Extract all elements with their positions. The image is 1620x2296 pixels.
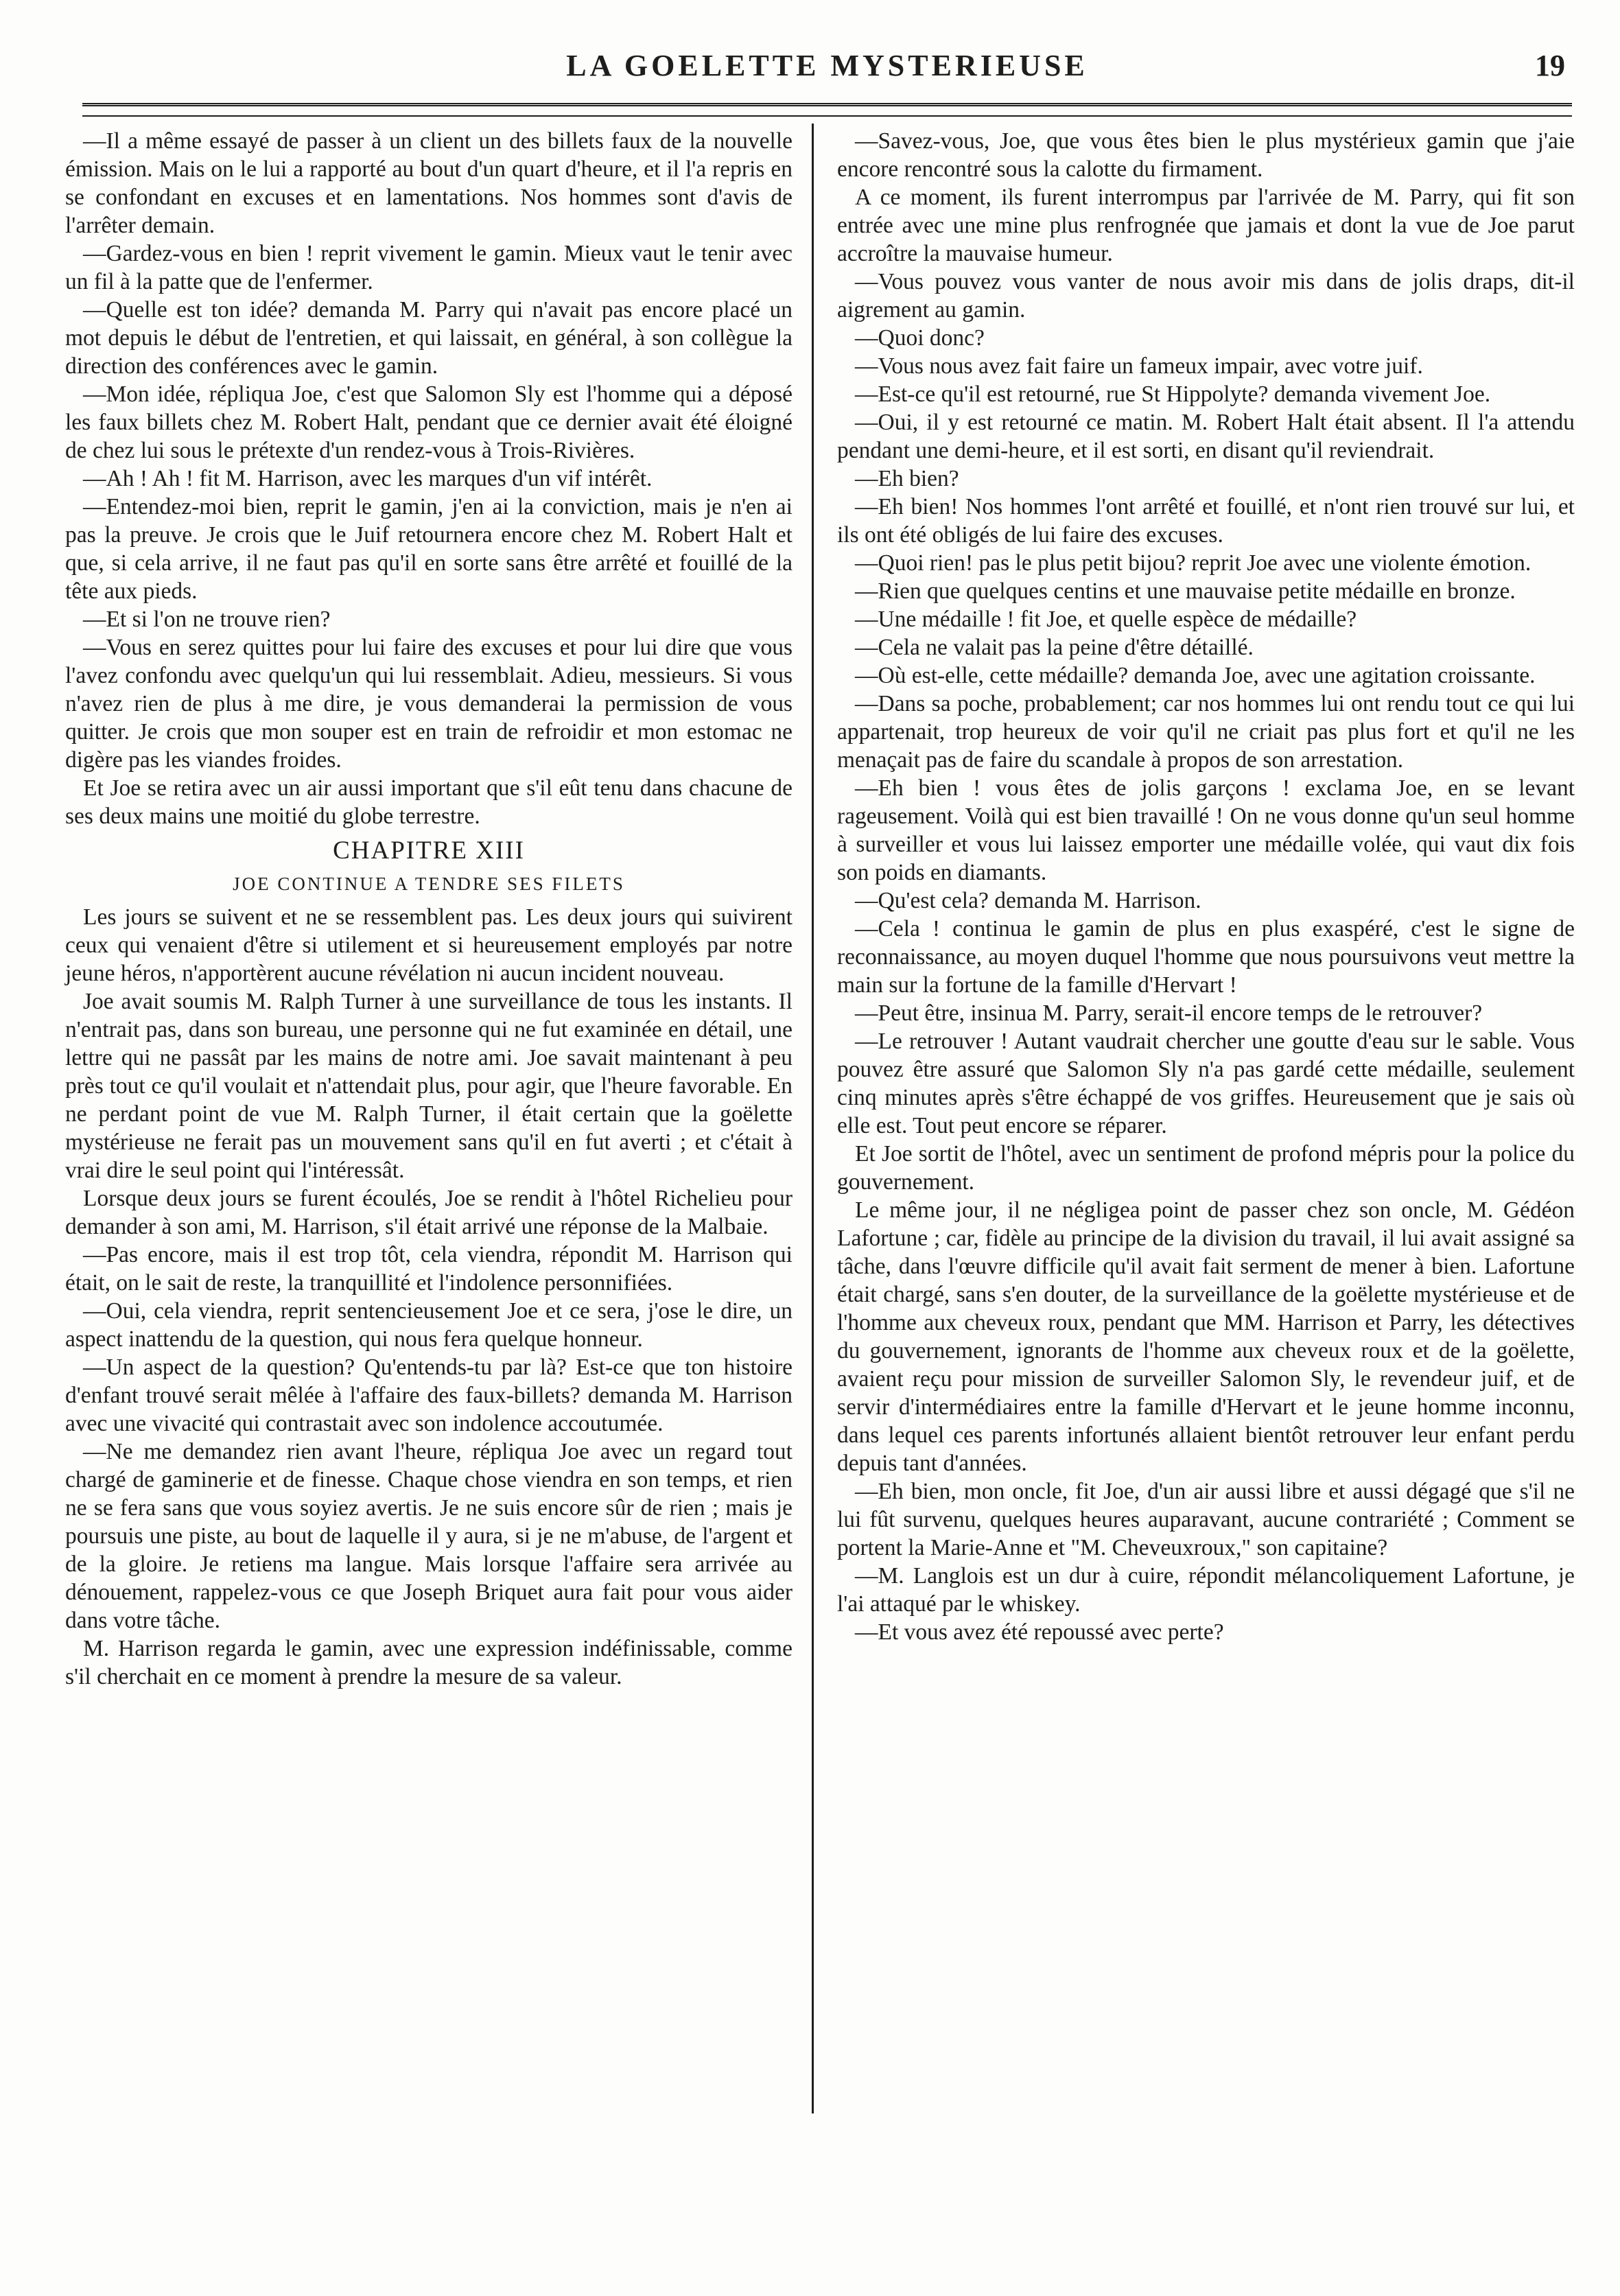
running-head <box>82 48 1572 103</box>
paragraph: —Pas encore, mais il est trop tôt, cela viendra, répondit M. Harrison qui était, on le sait de reste, la tranquillité et l'indolence personnifiées. <box>65 1242 793 1296</box>
paragraph: —Ah ! Ah ! fit M. Harrison, avec les marques d'un vif intérêt. <box>83 466 653 491</box>
left-column <box>65 127 793 1691</box>
paragraph: —Quoi rien! pas le plus petit bijou? reprit Joe avec une violente émotion. <box>855 550 1531 576</box>
paragraph: —Vous en serez quittes pour lui faire des excuses et pour lui dire que vous l'avez confondu avec quelqu'un qui lui ressemblait. Adieu, messieurs. Si vous n'avez rien de plus à me dire, je vous demanderai la permission de vous quitter. Je crois que mon souper est en train de refroidir et mon estomac ne digère pas les viandes froides. <box>65 635 793 773</box>
paragraph: —Rien que quelques centins et une mauvaise petite médaille en bronze. <box>855 578 1516 604</box>
paragraph: —Oui, cela viendra, reprit sentencieusement Joe et ce sera, j'ose le dire, un aspect inattendu de la question, qui nous fera quelque honneur. <box>65 1298 793 1352</box>
paragraph: —Le retrouver ! Autant vaudrait chercher une goutte d'eau sur le sable. Vous pouvez être assuré que Salomon Sly n'a pas gardé cette médaille, seulement cinq minutes après s'être échappé de vos griffes. Heureusement que je sais où elle est. Tout peut encore se réparer. <box>837 1029 1575 1138</box>
paragraph: —Un aspect de la question? Qu'entends-tu par là? Est-ce que ton histoire d'enfant trouvé serait mêlée à l'affaire des faux-billets? demanda M. Harrison avec une vivacité qui contrastait avec son indolence accoutumée. <box>65 1355 793 1436</box>
header-thin-rule <box>82 115 1572 117</box>
paragraph: —M. Langlois est un dur à cuire, répondit mélancoliquement Lafortune, je l'ai attaqué par le whiskey. <box>837 1563 1575 1617</box>
column-divider <box>812 124 814 2113</box>
paragraph: Le même jour, il ne négligea point de passer chez son oncle, M. Gédéon Lafortune ; car, fidèle au principe de la division du travail, il lui avait assigné sa tâche, dans l'œuvre difficile qu'il avait fait serment de mener à bien. Lafortune était chargé, sans s'en douter, de la surveillance de la goëlette mystérieuse et de l'homme aux cheveux roux, pendant que MM. Harrison et Parry, les détectives du gouvernement, ignorants de l'homme aux cheveux roux et de la goëlette, avaient reçu pour mission de surveiller Salomon Sly, le revendeur juif, et de servir d'intermédiaires entre la famille d'Hervart et le jeune homme inconnu, dans lequel ces parents infortunés allaient bientôt retrouver leur enfant perdu depuis tant d'années. <box>837 1197 1575 1476</box>
paragraph: A ce moment, ils furent interrompus par l'arrivée de M. Parry, qui fit son entrée avec une mine plus renfrognée que jamais et dont la vue de Joe parut accroître la mauvaise humeur. <box>837 185 1575 266</box>
paragraph: —Quoi donc? <box>855 325 985 351</box>
paragraph: —Eh bien! Nos hommes l'ont arrêté et fouillé, et n'ont rien trouvé sur lui, et ils ont été obligés de lui faire des excuses. <box>837 494 1575 548</box>
paragraph: —Eh bien, mon oncle, fit Joe, d'un air aussi libre et aussi dégagé que s'il ne lui fût survenu, quelques heures auparavant, aucune contrariété ; Comment se portent la Marie-Anne et "M. Cheveuxroux," son capitaine? <box>837 1479 1575 1560</box>
paragraph: —Où est-elle, cette médaille? demanda Joe, avec une agitation croissante. <box>855 663 1536 688</box>
paragraph: —Dans sa poche, probablement; car nos hommes lui ont rendu tout ce qui lui appartenait, trop heureux de voir qu'il ne criait pas plus fort et qu'il ne les menaçait pas de faire du scandale à propos de son arrestation. <box>837 691 1575 773</box>
paragraph: Et Joe se retira avec un air aussi important que s'il eût tenu dans chacune de ses deux mains une moitié du globe terrestre. <box>65 775 793 829</box>
paragraph: —Gardez-vous en bien ! reprit vivement le gamin. Mieux vaut le tenir avec un fil à la patte que de l'enfermer. <box>65 241 793 294</box>
paragraph: —Entendez-moi bien, reprit le gamin, j'en ai la conviction, mais je n'en ai pas la preuve. Je crois que le Juif retournera encore chez M. Robert Halt et que, si cela arrive, il ne faut pas qu'il en sorte sans être arrêté et fouillé de la tête aux pieds. <box>65 494 793 604</box>
paragraph: —Savez-vous, Joe, que vous êtes bien le plus mystérieux gamin que j'aie encore rencontré sous la calotte du firmament. <box>837 128 1575 182</box>
paragraph: —Quelle est ton idée? demanda M. Parry qui n'avait pas encore placé un mot depuis le début de l'entretien, et qui laissait, en général, à son collègue la direction des conférences avec le gamin. <box>65 297 793 379</box>
paragraph: —Il a même essayé de passer à un client un des billets faux de la nouvelle émission. Mais on le lui a rapporté au bout d'un quart d'heure, et il l'a repris en se confondant en excuses et en lamentations. Nos hommes sont d'avis de l'arrêter demain. <box>65 128 793 238</box>
paragraph: —Eh bien ! vous êtes de jolis garçons ! exclama Joe, en se levant rageusement. Voilà qui est bien travaillé ! On ne vous donne qu'un seul homme à surveiller et vous lui laissez emporter une médaille volée, qui vaut dix fois son poids en diamants. <box>837 775 1575 885</box>
paragraph: —Une médaille ! fit Joe, et quelle espèce de médaille? <box>855 607 1357 632</box>
paragraph: M. Harrison regarda le gamin, avec une expression indéfinissable, comme s'il cherchait en ce moment à prendre la mesure de sa valeur. <box>65 1636 793 1689</box>
paragraph: —Et si l'on ne trouve rien? <box>83 607 331 632</box>
paragraph: —Peut être, insinua M. Parry, serait-il encore temps de le retrouver? <box>855 1000 1483 1026</box>
chapter-subtitle: JOE CONTINUE A TENDRE SES FILETS <box>233 874 625 894</box>
paragraph: —Cela ne valait pas la peine d'être détaillé. <box>855 635 1254 660</box>
right-column <box>837 127 1575 1646</box>
paragraph: —Mon idée, répliqua Joe, c'est que Salomon Sly est l'homme qui a déposé les faux billets chez M. Robert Halt, pendant que ce dernier avait été éloigné de chez lui sous le prétexte d'un rendez-vous à Trois-Rivières. <box>65 382 793 463</box>
paragraph: —Eh bien? <box>855 466 959 491</box>
paragraph: —Est-ce qu'il est retourné, rue St Hippolyte? demanda vivement Joe. <box>855 382 1491 407</box>
paragraph: —Vous pouvez vous vanter de nous avoir mis dans de jolis draps, dit-il aigrement au gamin. <box>837 269 1575 323</box>
paragraph: —Oui, il y est retourné ce matin. M. Robert Halt était absent. Il l'a attendu pendant une demi-heure, et il est sorti, en disant qu'il reviendrait. <box>837 410 1575 463</box>
paragraph: Joe avait soumis M. Ralph Turner à une surveillance de tous les instants. Il n'entrait pas, dans son bureau, une personne qui ne fut examinée en détail, une lettre qui ne passât par les mains de notre ami. Joe savait maintenant à peu près tout ce qu'il voulait et n'attendait plus, pour agir, que l'heure favorable. En ne perdant point de vue M. Ralph Turner, il était certain que la goëlette mystérieuse ne ferait pas un mouvement sans qu'il en fut averti ; et c'était à vrai dire le seul point qui l'intéressât. <box>65 989 793 1183</box>
header-double-rule <box>82 103 1572 106</box>
paragraph: Et Joe sortit de l'hôtel, avec un sentiment de profond mépris pour la police du gouvernement. <box>837 1141 1575 1195</box>
page-number: 19 <box>1535 49 1565 82</box>
paragraph: —Vous nous avez fait faire un fameux impair, avec votre juif. <box>855 353 1423 379</box>
paragraph: Lorsque deux jours se furent écoulés, Joe se rendit à l'hôtel Richelieu pour demander à son ami, M. Harrison, s'il était arrivé une réponse de la Malbaie. <box>65 1186 793 1239</box>
paragraph: —Et vous avez été repoussé avec perte? <box>855 1619 1224 1645</box>
chapter-title: CHAPITRE XIII <box>333 836 525 865</box>
paragraph: Les jours se suivent et ne se ressemblent pas. Les deux jours qui suivirent ceux qui venaient d'être si utilement et si heureusement employés par notre jeune héros, n'apportèrent aucune révélation ni aucun incident nouveau. <box>65 904 793 986</box>
running-title: LA GOELETTE MYSTERIEUSE <box>566 49 1088 82</box>
paragraph: —Ne me demandez rien avant l'heure, répliqua Joe avec un regard tout chargé de gaminerie et de finesse. Chaque chose viendra en son temps, et rien ne se fera sans que vous soyiez avertis. Je ne suis encore sûr de rien ; mais je poursuis une piste, au bout de laquelle il y aura, si je ne m'abuse, de l'argent et de la gloire. Je retiens ma langue. Mais lorsque l'affaire sera arrivée au dénouement, rappelez-vous ce que Joseph Briquet aura fait pour vous aider dans votre tâche. <box>65 1439 793 1633</box>
paragraph: —Cela ! continua le gamin de plus en plus exaspéré, c'est le signe de reconnaissance, au moyen duquel l'homme que nous poursuivons veut mettre la main sur la fortune de la famille d'Hervart ! <box>837 916 1575 998</box>
paragraph: —Qu'est cela? demanda M. Harrison. <box>855 888 1201 913</box>
